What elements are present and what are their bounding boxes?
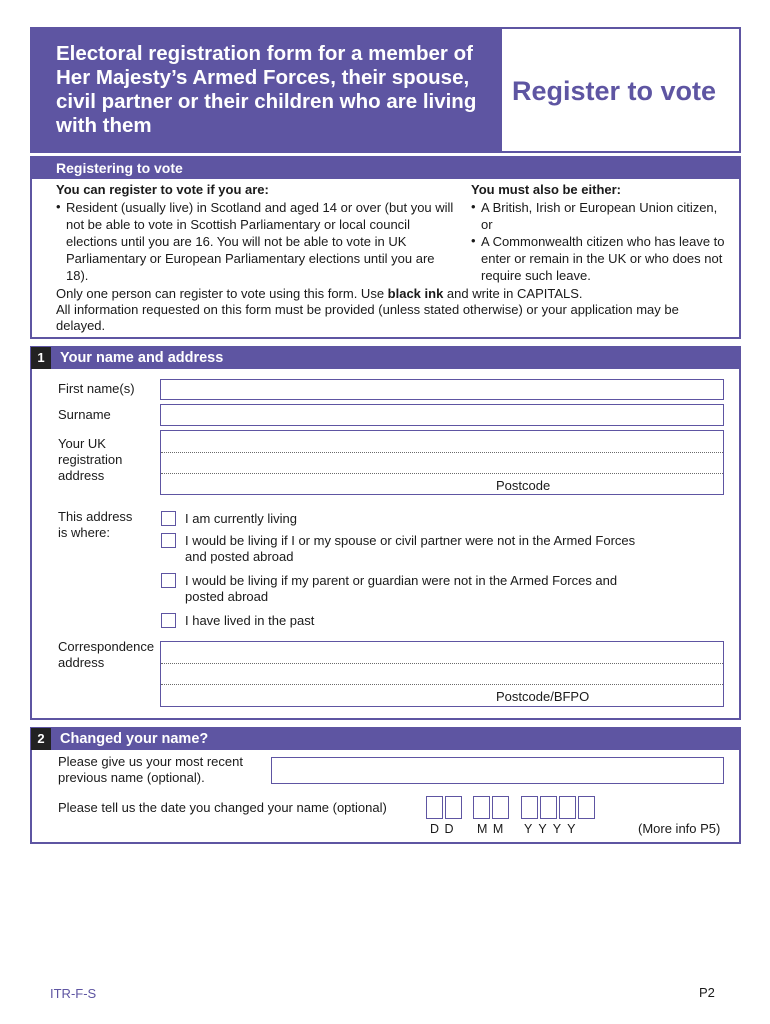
previous-name-input[interactable] (271, 757, 724, 784)
form-title-block (32, 29, 502, 151)
spouse-abroad-line2: and posted abroad (185, 549, 294, 564)
resident-bullet: • Resident (usually live) in Scotland and aged 14 or over (but you will not be able to vote in Scottish Parliamentary or local council elections until you are 16. You will not be able to vote in UK Parliamentary or European Parliamentary elections until you are 18). (56, 199, 456, 284)
address-is-label-line1: This address (58, 509, 133, 524)
citizen-bullet: • A British, Irish or European Union citizen, or (471, 199, 731, 233)
date-year-digit-2[interactable] (540, 796, 557, 819)
date-month-digit-2[interactable] (492, 796, 509, 819)
address-is-label-line2: is where: (58, 525, 111, 540)
date-year-digit-1[interactable] (521, 796, 538, 819)
eligibility-left-bullet (56, 199, 456, 284)
date-changed-label: Please tell us the date you changed your name (optional) (58, 800, 387, 815)
currently-living-checkbox[interactable] (161, 511, 176, 526)
commonwealth-bullet: • A Commonwealth citizen who has leave to enter or remain in the UK or who does not require such leave. (471, 233, 731, 284)
address-line-divider (161, 663, 723, 664)
surname-input[interactable] (160, 404, 724, 426)
section1-number: 1 (31, 347, 51, 369)
more-info-note: (More info P5) (638, 821, 721, 836)
date-day-digit-2[interactable] (445, 796, 462, 819)
section2-number: 2 (31, 728, 51, 750)
section2-title: Changed your name? (60, 731, 209, 747)
address-line-divider (161, 684, 723, 685)
spouse-abroad-line1: I would be living if I or my spouse or civil partner were not in the Armed Forces (185, 533, 636, 548)
register-title: Register to vote (512, 76, 717, 106)
spouse-abroad-checkbox[interactable] (161, 533, 176, 548)
address-is-label (58, 509, 132, 541)
section2-bar (31, 728, 740, 750)
date-month-digit-1[interactable] (473, 796, 490, 819)
date-year-digit-4[interactable] (578, 796, 595, 819)
eligibility-right-heading: You must also be either: (471, 182, 622, 197)
section1-bar (31, 347, 740, 369)
address-line-divider (161, 452, 723, 453)
date-caption-day: D D (430, 822, 455, 836)
page-number: P2 (699, 985, 715, 1000)
uk-address-input[interactable] (160, 430, 724, 495)
correspondence-address-input[interactable] (160, 641, 724, 707)
uk-address-label-line3: address (58, 468, 105, 483)
lived-past-checkbox[interactable] (161, 613, 176, 628)
header-panel (30, 27, 741, 153)
first-name-input[interactable] (160, 379, 724, 400)
registering-heading-bar (32, 158, 739, 179)
form-code: ITR-F-S (50, 986, 97, 1001)
date-year-digit-3[interactable] (559, 796, 576, 819)
date-caption-month: M M (477, 822, 505, 836)
ink-note-bold: black ink (387, 286, 444, 301)
lived-past-label: I have lived in the past (185, 613, 315, 628)
uk-address-label-line2: registration (58, 452, 123, 467)
previous-name-label-line2: previous name (optional). (58, 770, 205, 785)
date-caption-year: Y Y Y Y (524, 822, 577, 836)
parent-abroad-checkbox[interactable] (161, 573, 176, 588)
correspondence-label-line1: Correspondence (58, 639, 155, 654)
ink-note-pre: Only one person can register to vote using this form. Use (56, 286, 388, 301)
eligibility-left-heading: You can register to vote if you are: (56, 182, 269, 197)
address-line-divider (161, 473, 723, 474)
registering-heading: Registering to vote (56, 160, 183, 176)
parent-abroad-label (185, 573, 715, 605)
form-title: Electoral registration form for a member of Her Majesty’s Armed Forces, their spouse, civil partner or their children who are living with them (56, 42, 477, 137)
ink-note (56, 286, 716, 302)
postcode-bfpo-label: Postcode/BFPO (496, 689, 590, 704)
currently-living-label: I am currently living (185, 511, 297, 526)
parent-abroad-line2: posted abroad (185, 589, 269, 604)
eligibility-right-bullets (471, 199, 731, 284)
correspondence-label-line2: address (58, 655, 105, 670)
previous-name-label (58, 754, 243, 786)
info-note: All information requested on this form must be provided (unless stated otherwise) or your application may be delayed. (56, 302, 679, 333)
spouse-abroad-label (185, 533, 715, 565)
uk-address-label-line1: Your UK (58, 436, 106, 451)
registering-panel (30, 156, 741, 339)
section1-title: Your name and address (60, 350, 224, 366)
first-name-label: First name(s) (58, 381, 135, 396)
correspondence-label (58, 639, 154, 671)
surname-label: Surname (58, 407, 111, 422)
previous-name-label-line1: Please give us your most recent (58, 754, 243, 769)
ink-note-post: and write in CAPITALS. (443, 286, 583, 301)
parent-abroad-line1: I would be living if my parent or guardian were not in the Armed Forces and (185, 573, 618, 588)
postcode-label: Postcode (496, 478, 551, 493)
uk-address-label (58, 436, 122, 484)
date-day-digit-1[interactable] (426, 796, 443, 819)
